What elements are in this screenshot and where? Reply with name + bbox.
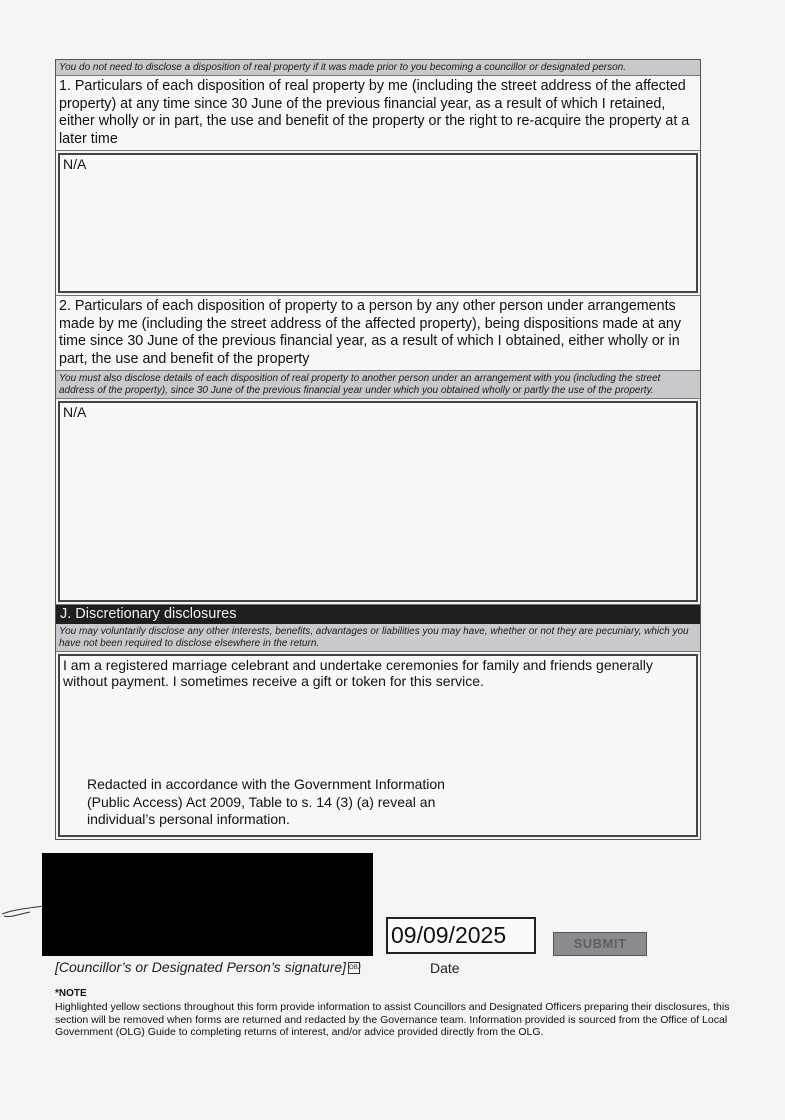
date-field[interactable]: 09/09/2025 (386, 917, 536, 954)
signature-label (55, 959, 360, 975)
note-body: Highlighted yellow sections throughout this form provide information to assist Councillors and Designated Officers preparing their disclosures, this section will be removed when forms are returned and redacted by the Governance team. Information provided is sourced from the Office of Local Government (OLG) Guide to completing returns of interest, and/or advice provided directly from the OLG. (55, 1001, 730, 1038)
answer-2-field[interactable]: N/A (58, 401, 698, 602)
signature-redaction-block (42, 853, 373, 956)
hint-section-j: You may voluntarily disclose any other interests, benefits, advantages or liabilities you may have, whether or not they are pecuniary, which you have not been required to disclose elsewhere in the return. (56, 624, 700, 652)
date-label: Date (430, 960, 460, 976)
redaction-note: Redacted in accordance with the Government Information (Public Access) Act 2009, Table to s. 14 (3) (a) reveal an individual’s personal information. (87, 776, 445, 827)
hint-disposition-prior: You do not need to disclose a disposition of real property if it was made prior to you becoming a councillor or designated person. (56, 60, 700, 76)
signature-stroke-icon (0, 900, 45, 920)
disclosure-form (55, 59, 701, 840)
form-field-icon: OBJ (348, 962, 360, 974)
question-1: 1. Particulars of each disposition of real property by me (including the street address of the affected property) at any time since 30 June of the previous financial year, as a result of which I retained, either wholly or in part, the use and benefit of the property or the right to re-acquire the property at a later time (56, 76, 700, 151)
signature-label-text: [Councillor’s or Designated Person’s signature] (55, 959, 347, 975)
note-heading: *NOTE (55, 988, 87, 999)
submit-button[interactable]: SUBMIT (553, 932, 647, 956)
discretionary-answer-field[interactable]: I am a registered marriage celebrant and undertake ceremonies for family and friends generally without payment. I sometimes receive a gift or token for this service. (58, 654, 698, 837)
answer-1-field[interactable]: N/A (58, 153, 698, 293)
section-j-title: J. Discretionary disclosures (56, 604, 700, 624)
hint-question-2: You must also disclose details of each disposition of real property to another person under an arrangement with you (including the street address of the property), since 30 June of the previous financial year under which you obtained wholly or partly the use of the property. (56, 371, 700, 399)
question-2: 2. Particulars of each disposition of property to a person by any other person under arrangements made by me (including the street address of the affected property), being dispositions made at any time since 30 June of the previous financial year, as a result of which I obtained, either wholly or in part, the use and benefit of the property (56, 295, 700, 371)
